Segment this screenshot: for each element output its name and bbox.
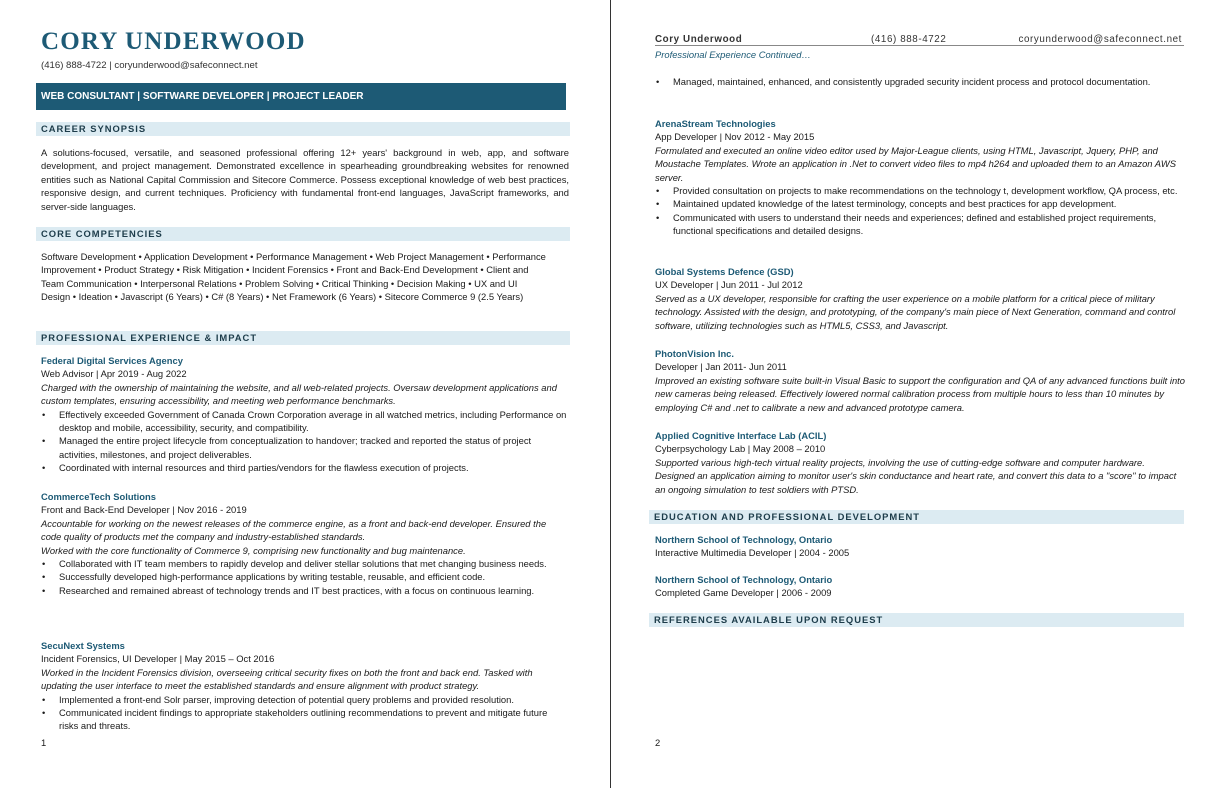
bullet-item: • Collaborated with IT team members to rapidly develop and deliver stellar solutions that met changing business needs. [41,557,569,570]
bullet-item: • Researched and remained abreast of technology trends and IT best practices, with a focus on continuous learning. [41,584,569,597]
job-bullets [41,408,569,475]
company-name: Applied Cognitive Interface Lab (ACIL) [655,430,827,441]
job-entry [655,117,1185,238]
company-name: PhotonVision Inc. [655,348,734,359]
section-heading-references: REFERENCES AVAILABLE UPON REQUEST [649,613,1184,627]
job-description: Improved an existing software suite built-in Visual Basic to support the configuration and QA of any advanced functions built into new cameras being released. Effectively lowered normal calibration process from multiple hours to less than 10 minutes by employing C# and .net to calibrate a new and advanced prototype camera. [655,374,1185,413]
page-number: 2 [655,737,661,748]
section-heading-career-synopsis: CAREER SYNOPSIS [36,122,570,136]
bullet-item: • Managed the entire project lifecycle from conceptualization to handover; tracked and reported the status of project activities, milestones, and project deliverables. [41,434,569,461]
job-description: Supported various high-tech virtual reality projects, involving the use of cutting-edge software and computer hardware. Designed an application aiming to monitor user's skin conductance and heart rate, and convert this data to a "score" to impact an ongoing simulation to test soldiers with PTSD. [655,456,1177,495]
job-description: Formulated and executed an online video editor used by Major-League clients, using HTML, Javascript, Jquery, PHP, and Moustache Templates. Wrote an application in .Net to convert video files to mp4 h264 and uploaded them to an Amazon AWS server. [655,144,1176,183]
job-role: UX Developer | Jun 2011 - Jul 2012 [655,279,803,291]
bullet-item: • Communicated with users to understand their needs and experiences; defined and established project requirements, functional specifications and detailed designs. [655,211,1185,238]
title-banner: WEB CONSULTANT | SOFTWARE DEVELOPER | PROJECT LEADER [36,83,566,110]
section-heading-core-competencies: CORE COMPETENCIES [36,227,570,241]
bullet-item: • Managed, maintained, enhanced, and consistently upgraded security incident process and protocol documentation. [655,75,1185,88]
bullet-item: • Provided consultation on projects to make recommendations on the technology t, development workflow, QA process, etc. [655,184,1185,197]
job-description: Worked with the core functionality of Commerce 9, comprising new functionality and bug maintenance. [41,544,466,556]
company-name: Federal Digital Services Agency [41,355,183,366]
continued-bullets [655,75,1185,88]
company-name: CommerceTech Solutions [41,491,156,502]
company-name: Global Systems Defence (GSD) [655,266,794,277]
job-entry [655,347,1185,414]
page-number: 1 [41,737,47,748]
job-entry [41,354,569,475]
job-entry [41,490,569,597]
bullet-item: • Communicated incident findings to appropriate stakeholders outlining recommendations to prevent and mitigate future risks and threats. [41,706,569,733]
job-entry [41,639,569,733]
job-bullets [655,184,1185,238]
core-competencies-text: Software Development • Application Development • Performance Management • Web Project Management • Performance Improvement • Product Strategy • Risk Mitigation • Incident Forensics • Front and Back-End Development • Client and Team Communication • Interpersonal Relations • Problem Solving • Critical Thinking • Decision Making • UX and UI Design • Ideation • Javascript (6 Years) • C# (8 Years) • Net Framework (6 Years) • Sitecore Commerce 9 (2.5 Years) [41,251,546,303]
job-description: Served as a UX developer, responsible for crafting the user experience on a mobile platform for a critical piece of military technology. Assisted with the design, and prototyping, of the company's main piece of Next Generation, command and control software, utilizing technologies such as HTML5, CSS3, and Javascript. [655,292,1176,331]
career-synopsis-text: A solutions-focused, versatile, and seasoned professional offering 12+ years' background in web, app, and software development, and project management. Demonstrated excellence in spearheading groundbreaking websites for renowned entities such as National Capital Commission and Sitecore Commerce. Possess exceptional knowledge of web best practices, responsive design, and current techniques. Proficiency with fundamental front-end languages, JavaScript frameworks, and server-side languages. [41,147,569,212]
contact-line: (416) 888-4722 | coryunderwood@safeconnect.net [41,60,258,71]
page-header [655,33,1184,46]
header-phone: (416) 888-4722 [871,34,947,45]
school-name: Northern School of Technology, Ontario [655,534,833,545]
job-description: Accountable for working on the newest releases of the commerce engine, as a front and back-end developer. Ensured the code quality of products met the company and industry-established standards. [41,517,547,543]
bullet-item: • Maintained updated knowledge of the latest terminology, concepts and best practices for app development. [655,197,1185,210]
job-entry [655,429,1185,496]
section-heading-education: EDUCATION AND PROFESSIONAL DEVELOPMENT [649,510,1184,524]
education-entry [655,533,1185,560]
bullet-item: • Implemented a front-end Solr parser, improving detection of potential query problems and provided resolution. [41,693,569,706]
continued-label: Professional Experience Continued… [655,49,811,60]
header-email: coryunderwood@safeconnect.net [1018,34,1182,45]
header-name: Cory Underwood [655,34,743,45]
section-heading-experience: PROFESSIONAL EXPERIENCE & IMPACT [36,331,570,345]
program-name: Interactive Multimedia Developer | 2004 - 2005 [655,547,850,559]
company-name: ArenaStream Technologies [655,118,776,129]
resume-page-2 [612,0,1224,788]
job-bullets [41,557,569,597]
page-divider [610,0,611,788]
job-role: Web Advisor | Apr 2019 - Aug 2022 [41,368,187,380]
job-role: Cyberpsychology Lab | May 2008 – 2010 [655,443,826,455]
bullet-item: • Successfully developed high-performance applications by writing testable, reusable, and efficient code. [41,570,569,583]
bullet-item: • Effectively exceeded Government of Canada Crown Corporation average in all watched metrics, including Performance on desktop and mobile, accessibility, security, and compatibility. [41,408,569,435]
job-bullets [41,693,569,733]
job-role: Developer | Jan 2011- Jun 2011 [655,361,787,373]
school-name: Northern School of Technology, Ontario [655,574,833,585]
bullet-item: • Coordinated with internal resources and third parties/vendors for the flawless execution of projects. [41,461,569,474]
company-name: SecuNext Systems [41,640,125,651]
job-description: Worked in the Incident Forensics division, overseeing critical security fixes on both the front and back end. Tasked with updating the user interface to meet the established standards and ensure alignment with product strategy. [41,666,533,692]
resume-page-1 [0,0,610,788]
job-role: Incident Forensics, UI Developer | May 2015 – Oct 2016 [41,653,275,665]
job-entry [655,265,1185,332]
job-role: Front and Back-End Developer | Nov 2016 - 2019 [41,504,247,516]
job-role: App Developer | Nov 2012 - May 2015 [655,131,815,143]
education-entry [655,573,1185,600]
candidate-name: CORY UNDERWOOD [41,28,306,55]
program-name: Completed Game Developer | 2006 - 2009 [655,587,832,599]
job-description: Charged with the ownership of maintaining the website, and all web-related projects. Oversaw development applications and custom templates, ensuring accessibility, and meeting web performance benchmarks. [41,381,557,407]
